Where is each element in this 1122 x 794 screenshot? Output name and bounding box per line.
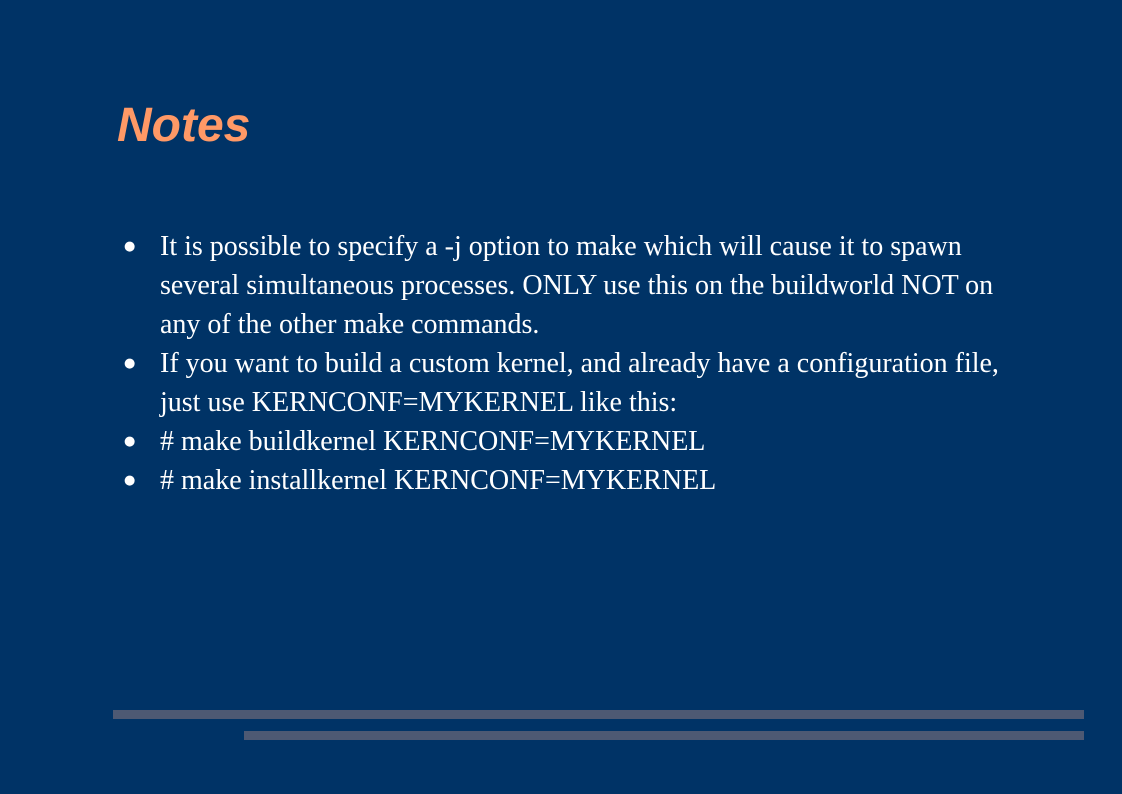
bullet-list [120,227,1000,500]
bullet-text: It is possible to specify a -j option to make which will cause it to spawn several simultaneous processes. ONLY use this on the buildworld NOT on any of the other make commands. [160,231,994,340]
bullet-icon: ● [124,434,136,449]
footer-rule-top [113,710,1084,719]
bullet-text: # make installkernel KERNCONF=MYKERNEL [160,465,717,496]
bullet-item [120,422,1000,461]
bullet-icon: ● [124,239,136,254]
bullet-icon: ● [124,473,136,488]
bullet-text: # make buildkernel KERNCONF=MYKERNEL [160,426,706,457]
slide-title: Notes [117,99,251,152]
bullet-item [120,461,1000,500]
bullet-item [120,344,1000,422]
bullet-text: If you want to build a custom kernel, and already have a configuration file, just use KERNCONF=MYKERNEL like this: [160,348,999,418]
bullet-icon: ● [124,356,136,371]
footer-rule-bottom [244,731,1084,740]
bullet-item [120,227,1000,344]
